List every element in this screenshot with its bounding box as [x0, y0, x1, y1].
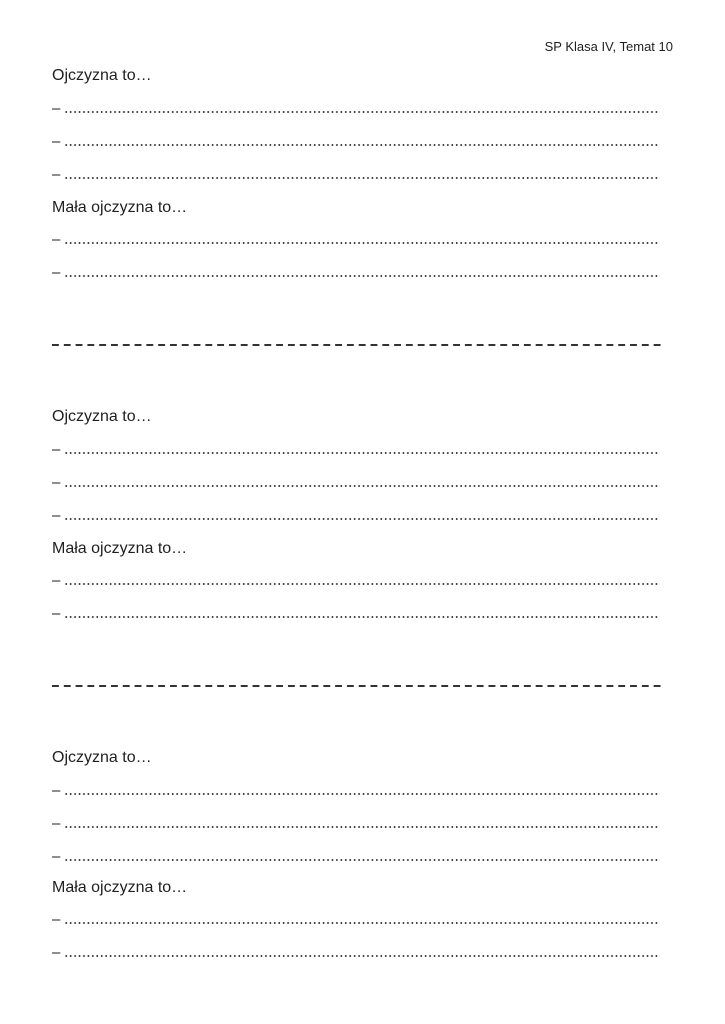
line-dash: –: [52, 100, 61, 117]
answer-line[interactable]: [52, 232, 664, 248]
line-dash: –: [52, 133, 61, 150]
answer-line[interactable]: [52, 573, 664, 589]
dotted-fill: [64, 922, 660, 924]
dotted-fill: [64, 111, 660, 113]
line-dash: –: [52, 782, 61, 799]
line-dash: –: [52, 815, 61, 832]
dotted-fill: [64, 793, 660, 795]
line-dash: –: [52, 474, 61, 491]
ojczyzna-heading: Ojczyzna to…: [52, 67, 152, 84]
cut-line: [52, 685, 665, 687]
ojczyzna-heading: Ojczyzna to…: [52, 749, 152, 766]
line-dash: –: [52, 605, 61, 622]
line-dash: –: [52, 166, 61, 183]
answer-line[interactable]: [52, 508, 664, 524]
line-dash: –: [52, 572, 61, 589]
answer-line[interactable]: [52, 101, 664, 117]
answer-line[interactable]: [52, 134, 664, 150]
answer-line[interactable]: [52, 442, 664, 458]
dotted-fill: [64, 826, 660, 828]
answer-line[interactable]: [52, 912, 664, 928]
line-dash: –: [52, 911, 61, 928]
dotted-fill: [64, 452, 660, 454]
dotted-fill: [64, 275, 660, 277]
answer-line[interactable]: [52, 783, 664, 799]
answer-line[interactable]: [52, 849, 664, 865]
dotted-fill: [64, 583, 660, 585]
answer-line[interactable]: [52, 945, 664, 961]
line-dash: –: [52, 848, 61, 865]
mala-ojczyzna-heading: Mała ojczyzna to…: [52, 199, 188, 216]
dotted-fill: [64, 242, 660, 244]
mala-ojczyzna-heading: Mała ojczyzna to…: [52, 879, 188, 896]
dotted-fill: [64, 485, 660, 487]
answer-line[interactable]: [52, 475, 664, 491]
line-dash: –: [52, 264, 61, 281]
answer-line[interactable]: [52, 265, 664, 281]
dotted-fill: [64, 177, 660, 179]
answer-line[interactable]: [52, 606, 664, 622]
dotted-fill: [64, 518, 660, 520]
cut-line: [52, 344, 665, 346]
line-dash: –: [52, 944, 61, 961]
dotted-fill: [64, 859, 660, 861]
line-dash: –: [52, 507, 61, 524]
line-dash: –: [52, 231, 61, 248]
mala-ojczyzna-heading: Mała ojczyzna to…: [52, 540, 188, 557]
answer-line[interactable]: [52, 167, 664, 183]
line-dash: –: [52, 441, 61, 458]
worksheet-header: SP Klasa IV, Temat 10: [544, 39, 673, 54]
ojczyzna-heading: Ojczyzna to…: [52, 408, 152, 425]
dotted-fill: [64, 616, 660, 618]
answer-line[interactable]: [52, 816, 664, 832]
dotted-fill: [64, 955, 660, 957]
dotted-fill: [64, 144, 660, 146]
